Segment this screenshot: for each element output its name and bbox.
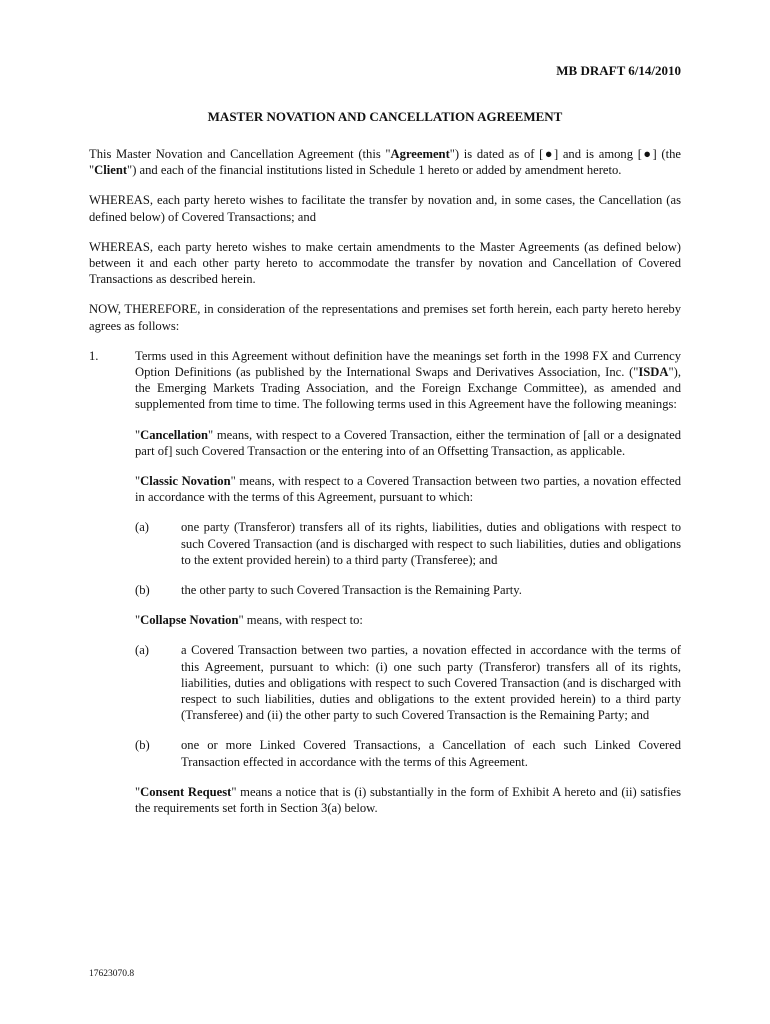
intro-paragraph: This Master Novation and Cancellation Agreement (this "Agreement") is dated as of [●] and is among [●] (the "Client") and each of the financial institutions listed in Schedule 1 hereto or added by amendment hereto. — [89, 147, 681, 178]
section-1-text: Terms used in this Agreement without definition have the meanings set forth in the 1998 FX and Currency Option Definitions (as published by the International Swaps and Derivatives Association, Inc. ("ISDA"), the Emerging Markets Trading Association, and the Foreign Exchange Committee), as amended and supplemented from time to time. The following terms used in this Agreement have the following meanings: — [135, 348, 681, 412]
list-item: (a) one party (Transferor) transfers all of its rights, liabilities, duties and obligations with respect to such Covered Transaction (and is discharged with respect to such liabilities, duties and obligations to the extent provided herein) to a third party (Transferee); and — [135, 520, 681, 567]
list-item: (b) one or more Linked Covered Transactions, a Cancellation of each such Linked Covered Transaction effected in accordance with the terms of this Agreement. — [135, 738, 681, 769]
now-therefore-paragraph: NOW, THEREFORE, in consideration of the representations and premises set forth herein, each party hereto hereby agrees as follows: — [89, 302, 681, 333]
definition-cancellation: "Cancellation" means, with respect to a Covered Transaction, either the termination of [all or a designated part of] such Covered Transaction or the entering into of an Offsetting Transaction, as applicable. — [135, 427, 681, 458]
list-item: (a) a Covered Transaction between two parties, a novation effected in accordance with the terms of this Agreement, pursuant to which: (i) one such party (Transferor) transfers all of its rights, liabilities, duties and obligations with respect to such Covered Transaction (and is discharged with respect to such liabilities, duties and obligations to the extent provided herein) to a third party (Transferee) and (ii) the other party to such Covered Transaction is the Remaining Party; and — [135, 643, 681, 723]
document-body — [89, 146, 681, 830]
whereas-paragraph-2: WHEREAS, each party hereto wishes to make certain amendments to the Master Agreements (as defined below) between it and each other party hereto to accommodate the transfer by novation and Cancellation of Covered Transactions as described herein. — [89, 239, 681, 287]
definition-consent-request: "Consent Request" means a notice that is (i) substantially in the form of Exhibit A hereto and (ii) satisfies the requirements set forth in Section 3(a) below. — [135, 784, 681, 816]
draft-label: MB DRAFT 6/14/2010 — [556, 63, 681, 78]
agreement-title: MASTER NOVATION AND CANCELLATION AGREEMENT — [207, 109, 563, 124]
list-item: (b) the other party to such Covered Transaction is the Remaining Party. — [135, 583, 522, 598]
whereas-paragraph-1: WHEREAS, each party hereto wishes to facilitate the transfer by novation and, in some cases, the Cancellation (as defined below) of Covered Transactions; and — [89, 193, 681, 224]
definition-collapse-novation: "Collapse Novation" means, with respect to: — [135, 613, 363, 628]
section-number: 1. — [89, 348, 99, 363]
document-id-footer: 17623070.8 — [89, 969, 135, 979]
section-1 — [89, 348, 681, 413]
definition-classic-novation: "Classic Novation" means, with respect to a Covered Transaction between two parties, a novation effected in accordance with the terms of this Agreement, pursuant to which: — [135, 474, 681, 505]
